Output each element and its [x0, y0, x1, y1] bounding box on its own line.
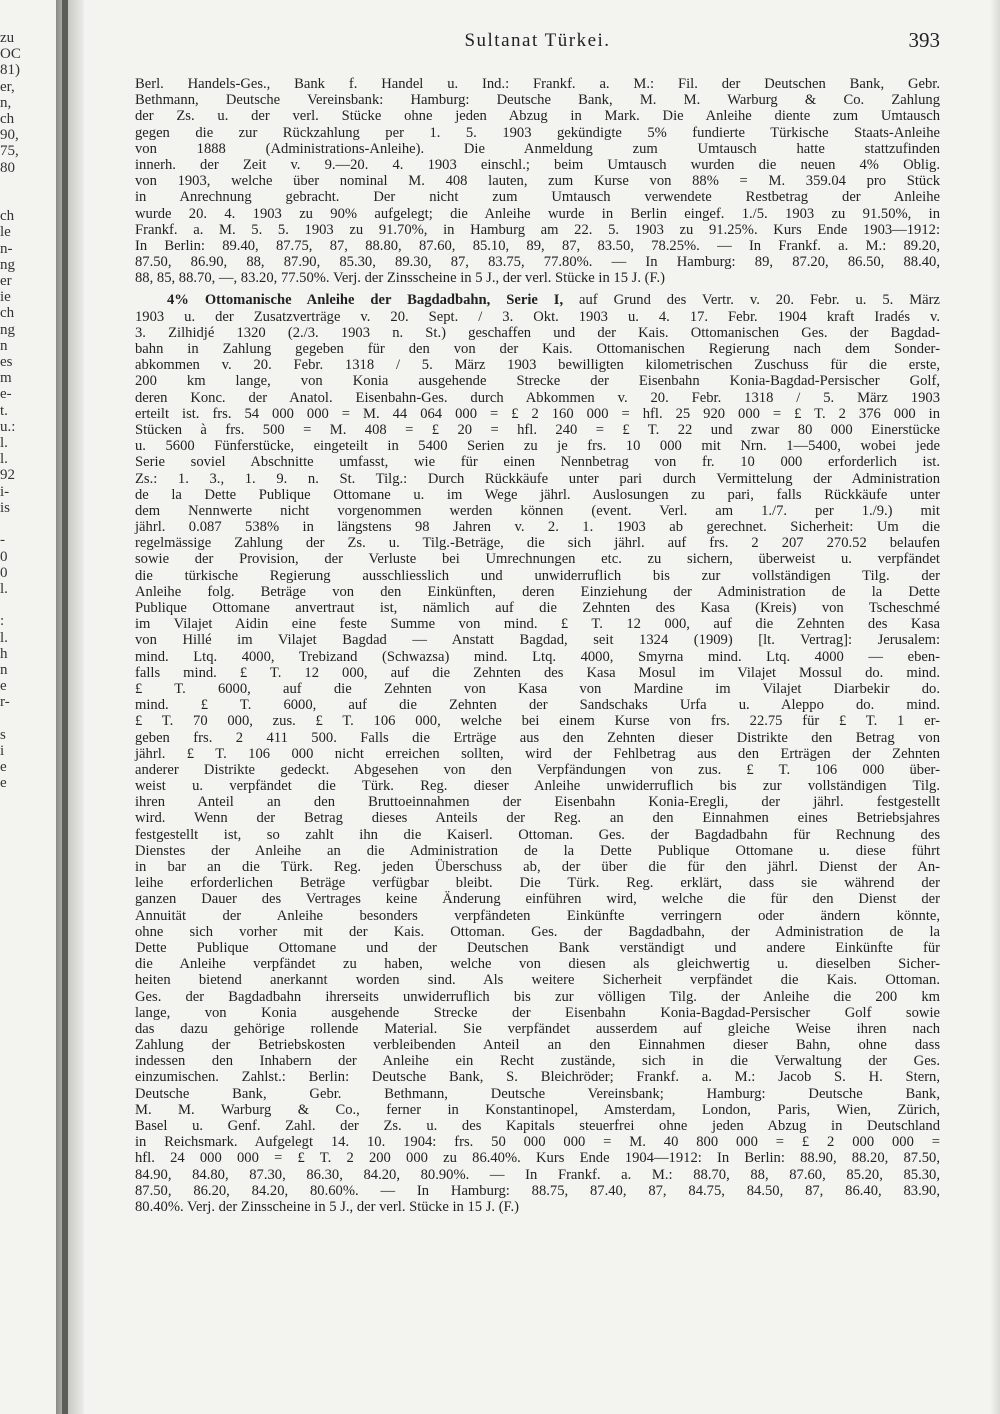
facing-fragment: u.:: [0, 418, 16, 435]
facing-fragment: [0, 516, 54, 532]
paragraph-2-line: Ges. der Bagdadbahn ihrerseits unwiderruflich bis zur völligen Tilg. der Anleihe die 200 km: [135, 988, 940, 1005]
paragraph-2-line: de la Dette Publique Ottomane u. im Wege jährl. Auslosungen zu pari, falls Rückkäufe unter: [135, 486, 940, 503]
facing-fragment: OC: [0, 46, 21, 63]
paragraph-2-line: von Hillé im Vilajet Bagdad — Anstatt Bagdad, seit 1324 (1909) [lt. Vertrag]: Jerusalem:: [135, 632, 940, 649]
facing-fragment: ie: [0, 289, 11, 306]
paragraph-2-line: erteilt ist. frs. 54 000 000 = M. 44 064 000 = £ 2 160 000 = hfl. 25 920 000 = £ T. 2 376 000 in: [135, 405, 940, 422]
facing-fragment: l.: [0, 451, 8, 468]
facing-fragment: [0, 176, 54, 192]
facing-fragment: -: [0, 532, 5, 549]
paragraph-2-line: 3. Zilhidjé 1320 (2./3. 1903 n. St.) geschaffen und der Kais. Ottomanischen Ges. der Bagdad-: [135, 324, 940, 341]
section-heading: 4% Ottomanische Anleihe der Bagdadbahn, Serie I,: [167, 292, 564, 309]
facing-fragment: e-: [0, 386, 12, 403]
paragraph-2-line: mind. £ T. 6000, auf die Zehnten der Sandschaks Urfa u. Aleppo do. mind.: [135, 697, 940, 714]
facing-fragment: 0: [0, 548, 8, 565]
paragraph-2-line: 200 km lange, von Konia ausgehende Strecke der Eisenbahn Konia-Bagdad-Persischer Golf,: [135, 373, 940, 390]
paragraph-2-line: 80.40%. Verj. der Zinsscheine in 5 J., der verl. Stücke in 15 J. (F.): [135, 1198, 520, 1215]
page-number: 393: [908, 28, 940, 52]
facing-fragment: is: [0, 499, 11, 516]
facing-fragment: n-: [0, 240, 13, 257]
facing-fragment: er: [0, 273, 12, 290]
body-text: [135, 76, 940, 1215]
paragraph-2-line: festgestellt ist, so zahlt ihn die Kaiserl. Ottoman. Ges. der Bagdadbahn für Rechnung des: [135, 826, 940, 843]
facing-fragment: :: [0, 613, 5, 630]
paragraph-2-line: lange, von Konia ausgehende Strecke der Eisenbahn Konia-Bagdad-Persischer Golf sowie: [135, 1004, 940, 1021]
paragraph-1-line: Berl. Handels-Ges., Bank f. Handel u. Ind.: Frankf. a. M.: Fil. der Deutschen Bank, Gebr.: [135, 76, 940, 92]
facing-fragment: i-: [0, 483, 10, 500]
paragraph-1-line: von 1903, welche über nominal M. 408 lauten, zum Kurse von 88% = M. 359.04 pro Stück: [135, 173, 940, 190]
facing-fragment: es: [0, 354, 13, 371]
paragraph-bank-list: [135, 76, 940, 286]
facing-fragment: h: [0, 645, 8, 662]
paragraph-2-line: einzumischen. Zahlst.: Berlin: Deutsche Bank, S. Bleichröder; Frankf. a. M.: Jacob S. H. Stern,: [135, 1069, 940, 1086]
facing-fragment: n: [0, 337, 8, 354]
paragraph-1-line: innerh. der Zeit v. 9.—20. 4. 1903 einschl.; beim Umtausch wurden die neuen 4% Oblig.: [135, 156, 940, 173]
paragraph-2-line: in Reichsmark. Aufgelegt 14. 10. 1904: frs. 50 000 000 = M. 40 800 000 = £ 2 000 000 =: [135, 1134, 940, 1151]
paragraph-2-line: bahn in Zahlung gegeben für den von der Kais. Ottomanischen Regierung nach dem Sonder-: [135, 341, 940, 357]
page-header: [135, 28, 940, 58]
paragraph-2-line: Zs.: 1. 3., 1. 9. n. St. Tilg.: Durch Rückkäufe unter pari durch Vermittelung der Administration: [135, 470, 940, 487]
facing-fragment: l.: [0, 629, 8, 646]
paragraph-1-line: von 1888 (Administrations-Anleihe). Die Anmeldung zum Umtausch hatte stattzufinden: [135, 140, 940, 157]
paragraph-2-line: das dazu gehörige rollende Material. Sie verpfändet ausserdem auf gleiche Weise ihren nach: [135, 1020, 940, 1037]
paragraph-2-line: die Anleihe verpfändet zu haben, welche von diesen als gleichwertig u. dieselben Sicher-: [135, 956, 940, 973]
paragraph-2-line: 87.50, 86.20, 84.20, 80.60%. — In Hamburg: 88.75, 87.40, 87, 84.75, 84.50, 87, 86.40, 83.90,: [135, 1182, 940, 1199]
paragraph-2-line: regelmässige Zahlung der Zs. u. Tilg.-Beträge, die sich jährl. auf frs. 2 207 270.52 belaufen: [135, 535, 940, 552]
paragraph-2-line: Deutsche Bank, Gebr. Bethmann, Deutsche Vereinsbank; Hamburg: Deutsche Bank,: [135, 1085, 940, 1102]
paragraph-2-line: wird. Wenn der Betrag dieses Anteils der Reg. an den Einnahmen eines Betriebsjahres: [135, 810, 940, 827]
paragraph-2-line: Serie soviel Abschnitte umfasst, wie für einen Nennbetrag von fr. 10 000 erforderlich ist.: [135, 454, 940, 471]
paragraph-2-line: £ T. 6000, auf die Zehnten von Kasa von Mardine im Vilajet Diarbekir do.: [135, 680, 940, 697]
facing-fragment: [0, 711, 54, 727]
facing-fragment: ch: [0, 208, 15, 225]
paragraph-2-line: M. M. Warburg & Co., ferner in Konstantinopel, Amsterdam, London, Paris, Wien, Zürich,: [135, 1101, 940, 1118]
paragraph-2-line: anderer Distrikte gedeckt. Abgesehen von den Verpfändungen von zus. £ T. 106 000 über-: [135, 761, 940, 778]
paragraph-1-line: 88, 85, 88.70, —, 83.20, 77.50%. Verj. der Zinsscheine in 5 J., der verl. Stücke in 15 J. (F.): [135, 270, 665, 287]
page-edge: [990, 0, 1000, 1414]
facing-fragment: 0: [0, 564, 8, 581]
paragraph-2-line: ganzen Dauer des Vertrages keine Änderung einführen wird, welche die für den Dienst der: [135, 891, 940, 908]
facing-fragment: r-: [0, 694, 10, 711]
paragraph-1-line: wurde 20. 4. 1903 zu 90% aufgelegt; die Anleihe wurde in Berlin eingef. 1./5. 1903 zu 91.50%, in: [135, 205, 940, 222]
facing-fragment: l.: [0, 435, 8, 452]
paragraph-1-line: der Zs. u. der verl. Stücke ohne jeden Abzug in Mark. Die Anleihe diente zum Umtausch: [135, 108, 940, 125]
paragraph-2-line: indessen den Inhabern der Anleihe ein Recht zustände, sich in die Verwaltung der Ges.: [135, 1053, 940, 1070]
facing-fragment: 81): [0, 62, 20, 79]
facing-fragment: e: [0, 775, 7, 792]
paragraph-2-line: im Vilajet Aidin eine feste Summe von mind. £ T. 12 000, auf die Zehnten des Kasa: [135, 616, 940, 633]
facing-fragment: 80: [0, 159, 15, 176]
facing-fragment: l.: [0, 580, 8, 597]
paragraph-2-line: £ T. 70 000, zus. £ T. 106 000, welche bei einem Kurse von frs. 22.75 für £ T. 1 er-: [135, 713, 940, 730]
facing-fragment: 92: [0, 467, 15, 484]
paragraph-2-line: Basel u. Genf. Zahl. der Zs. u. des Kapitals steuerfrei ohne jeden Abzug in Deutschland: [135, 1118, 940, 1134]
paragraph-2-line: sowie der Provision, der Verluste bei Umrechnungen etc. zu sichern, überweist u. verpfändet: [135, 551, 940, 568]
paragraph-2-line: Zahlung der Betriebskosten verbleibenden Anteil an den Einnahmen dieser Bahn, ohne dass: [135, 1037, 940, 1054]
paragraph-1-line: Bethmann, Deutsche Vereinsbank: Hamburg: Deutsche Bank, M. M. Warburg & Co. Zahlung: [135, 92, 940, 109]
paragraph-2-line: Anleihe folg. Beträge von den Einkünften, deren Einziehung der Administration de la Dette: [135, 583, 940, 600]
facing-fragment: 75,: [0, 143, 19, 160]
facing-fragment: e: [0, 759, 7, 776]
facing-fragment: ng: [0, 321, 15, 338]
paragraph-1-line: in Anrechnung gebracht. Der nicht zum Umtausch verwendete Restbetrag der Anleihe: [135, 189, 940, 206]
facing-fragment: ch: [0, 111, 15, 128]
paragraph-2-line: heiten bietend anerkannt worden sind. Als weitere Sicherheit verpfändet die Kais. Ottoman.: [135, 972, 940, 989]
paragraph-1-line: 87.50, 86.90, 88, 87.90, 85.30, 89.30, 87, 83.75, 77.80%. — In Hamburg: 89, 87.20, 86.50, 88.40,: [135, 254, 940, 271]
paragraph-2-line: deren Konc. der Anatol. Eisenbahn-Ges. durch Abkommen v. 20. Febr. 1318 / 5. März 1903: [135, 389, 940, 406]
paragraph-2-line: Dienstes der Anleihe an die Administration de la Dette Publique Ottomane u. diese führt: [135, 842, 940, 859]
paragraph-bagdadbahn: [135, 292, 940, 1215]
facing-fragment: m: [0, 370, 12, 387]
paragraph-2-line: geben frs. 2 411 500. Falls die Erträge aus den Zehnten dieser Distrikte den Betrag von: [135, 729, 940, 746]
paragraph-2-line: mind. Ltq. 4000, Trebizand (Schwazsa) mind. Ltq. 4000, Smyrna mind. Ltq. 4000 — eben-: [135, 648, 940, 665]
facing-fragment: le: [0, 224, 11, 241]
paragraph-2-line: Dette Publique Ottomane und der Deutschen Bank verständigt und andere Einkünfte für: [135, 939, 940, 956]
facing-fragment: i: [0, 742, 5, 759]
page-gutter: [56, 0, 84, 1414]
facing-page-fragments: [0, 30, 54, 792]
facing-fragment: e: [0, 678, 7, 695]
paragraph-2-line: jährl. 0.087 538% in längstens 98 Jahren v. 2. 1. 1903 ab gerechnet. Sicherheit: Um die: [135, 519, 940, 536]
paragraph-2-line: dem Nennwerte nicht vorgenommen werden können (event. Verl. am 1./7. per 1./9.) mit: [135, 502, 940, 519]
paragraph-2-line: jährl. £ T. 106 000 nicht erreichen sollten, wird der Fehlbetrag aus den Erträgen der Zehnten: [135, 745, 940, 762]
paragraph-2-line: abkommen v. 20. Febr. 1318 / 5. März 1903 bewilligten kilometrischen Zuschuss für die erste,: [135, 357, 940, 374]
paragraph-2-line: weist u. verpfändet die Türk. Reg. dieser Anleihe unwiderruflich bis zur vollständigen Tilg.: [135, 778, 940, 795]
facing-fragment: t.: [0, 402, 8, 419]
facing-fragment: s: [0, 726, 6, 743]
paragraph-1-line: gegen die zur Rückzahlung per 1. 5. 1903 gekündigte 5% fundierte Türkische Staats-Anleihe: [135, 124, 940, 141]
facing-fragment: [0, 597, 54, 613]
facing-fragment: 90,: [0, 127, 19, 144]
paragraph-1-line: Frankf. a. M. 5. 5. 1903 zu 91.70%, in Hamburg am 22. 5. 1903 zu 91.25%. Kurs Ende 1903—1912:: [135, 221, 940, 238]
facing-fragment: ng: [0, 256, 15, 273]
paragraph-2-line: Stücken à frs. 500 = M. 408 = £ 20 = hfl. 240 = £ T. 22 und zwar 80 000 Einerstücke: [135, 421, 940, 438]
running-head: Sultanat Türkei.: [464, 30, 611, 51]
paragraph-2-line: die türkische Regierung ausschliesslich und unwiderruflich bis zur vollständigen Tilg. der: [135, 567, 940, 584]
paragraph-2-line: Annuität der Anleihe besonders verpfändeten Einkünfte verringern oder ändern könnte,: [135, 907, 940, 924]
section-heading-rest: auf Grund des Vertr. v. 20. Febr. u. 5. März: [563, 292, 940, 309]
paragraph-2-line: ihren Anteil an den Bruttoeinnahmen der Eisenbahn Konia-Eregli, der jährl. festgestellt: [135, 794, 940, 811]
paragraph-2-line: in bar an die Türk. Reg. jeden Überschuss ab, der über die für den jährl. Dienst der An-: [135, 859, 940, 875]
binding-edge: [62, 0, 68, 1414]
facing-fragment: [0, 192, 54, 208]
paragraph-2-line: falls mind. £ T. 12 000, auf die Zehnten des Kasa Mosul im Vilajet Mossul do. mind.: [135, 664, 940, 681]
paragraph-2-line: u. 5600 Fünferstücke, eingeteilt in 5400 Serien zu je frs. 10 000 mit Nrn. 1—5400, wobei jede: [135, 438, 940, 455]
facing-fragment: ch: [0, 305, 15, 322]
paragraph-2-line: ohne sich vorher mit der Kais. Ottoman. Ges. der Bagdadbahn, der Administration de la: [135, 923, 940, 940]
facing-fragment: n,: [0, 94, 12, 111]
paragraph-2-line: leihe erforderlichen Beträge verfügbar bleibt. Die Türk. Reg. erklärt, dass sie während der: [135, 875, 940, 892]
paragraph-2-line: Publique Ottomane anvertraut ist, nämlich auf die Zehnten des Kasa (Kreis) von Tscheschmé: [135, 600, 940, 616]
section-heading-line: [135, 292, 940, 308]
paragraph-1-line: In Berlin: 89.40, 87.75, 87, 88.80, 87.60, 85.10, 89, 87, 83.50, 78.25%. — In Frankf. a. M.: 89.20,: [135, 237, 940, 254]
paragraph-2-line: hfl. 24 000 000 = £ T. 2 200 000 zu 86.40%. Kurs Ende 1904—1912: In Berlin: 88.90, 88.20, 87.50,: [135, 1150, 940, 1167]
paragraph-2-line: 84.90, 84.80, 87.30, 86.30, 84.20, 80.90%. — In Frankf. a. M.: 88.70, 88, 87.60, 85.20, 85.30,: [135, 1166, 940, 1183]
facing-fragment: n: [0, 661, 8, 678]
paragraph-2-line: 1903 u. der Zusatzverträge v. 20. Sept. / 3. Okt. 1903 u. 4. 17. Febr. 1904 kraft Iradés v.: [135, 308, 940, 325]
facing-fragment: er,: [0, 78, 15, 95]
facing-fragment: zu: [0, 30, 15, 46]
